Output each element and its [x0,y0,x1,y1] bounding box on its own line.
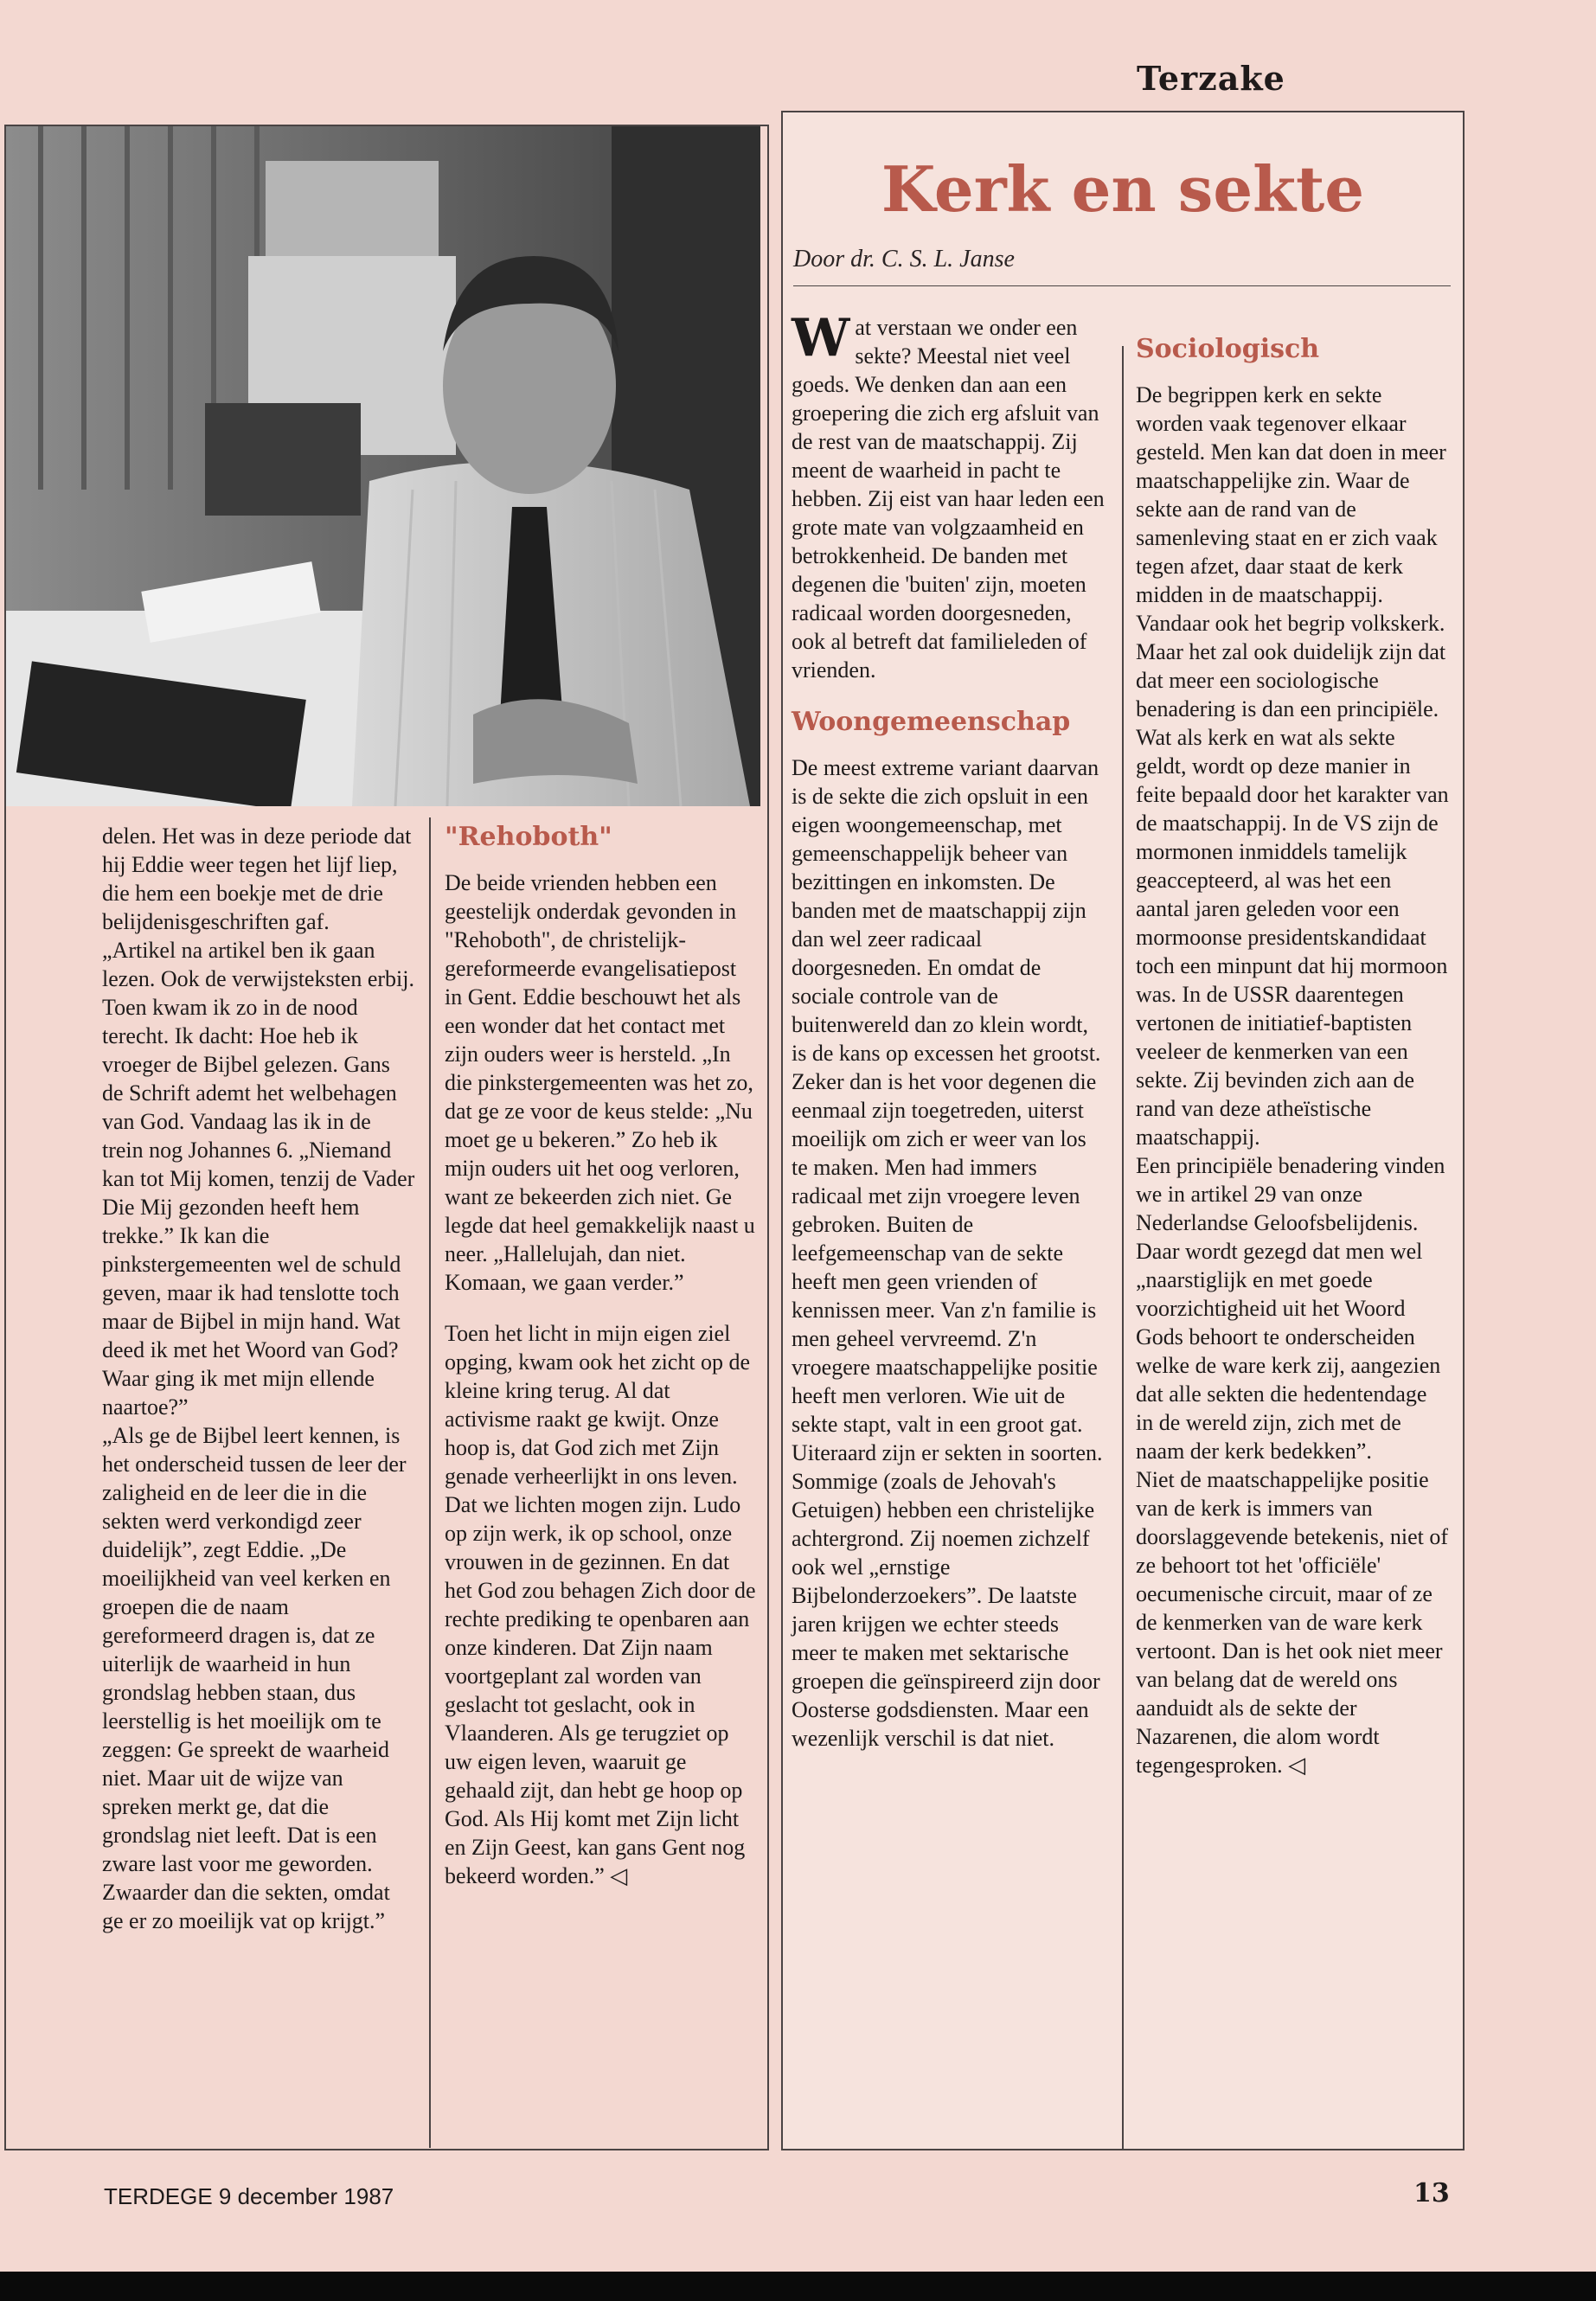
column-divider [429,817,431,2148]
section-header-rule [969,111,1465,112]
paragraph: Toen het licht in mijn eigen ziel opging, kwam ook het zicht op de kleine kring terug. Al dat activisme raakt ge kwijt. Onze hoop is, dat God zich met Zijn genade verheerlijkt in ons leven. Dat we lichten mogen zijn. Ludo op zijn werk, ik op school, onze vrouwen in de gezinnen. En dat het God zou behagen Zich door de rechte prediking te openbaren aan onze kinderen. Dat Zijn naam voortgeplant zal worden van geslacht tot geslacht, ook in Vlaanderen. Als ge terugziet op uw eigen leven, waaruit ge gehaald zijt, dan hebt ge hoop op God. Als Hij komt met Zijn licht en Zijn Geest, kan gans Gent nog bekeerd worden.” ◁ [445,1321,756,1888]
article-headline: Kerk en sekte [881,152,1365,226]
article-byline: Door dr. C. S. L. Janse [793,246,1015,272]
paragraph: De begrippen kerk en sekte worden vaak tegenover elkaar gesteld. Men kan dat doen in meer maatschappelijke zin. Waar de sekte aan de rand van de samenleving staat en er zich vaak tegen afzet, daar staat de kerk midden in de maatschappij. Vandaar ook het begrip volkskerk. [1136,382,1446,636]
portrait-photo-illustration [6,126,760,806]
column-divider [1122,346,1124,2149]
article-photo [6,126,760,806]
paragraph: De beide vrienden hebben een geestelijk onderdak gevonden in "Rehoboth", de christelijk-gereformeerde evangelisatiepost in Gent. Eddie beschouwt het als een wonder dat het contact met zijn ouders weer is hersteld. „In die pinkstergemeenten was het zo, dat ge ze voor de keus stelde: „Nu moet ge u bekeren.” Zo heb ik mijn ouders uit het oog verloren, want ze bekeerden zich niet. Ge legde dat heel gemakkelijk naast u neer. „Hallelujah, dan niet. Komaan, we gaan verder.” [445,870,755,1295]
paragraph: delen. Het was in deze periode dat hij Eddie weer tegen het lijf liep, die hem een boekje met de drie belijdenisgeschriften gaf. [102,824,412,934]
footer-publication: TERDEGE 9 december 1987 [104,2183,394,2209]
paragraph: „Als ge de Bijbel leert kennen, is het onderscheid tussen de leer der zaligheid en de leer die in die sekten werd verkondigd zeer duidelijk”, zegt Eddie. „De moeilijkheid van veel kerken en groepen die de naam gereformeerd dragen is, dat ze uiterlijk de waarheid in hun grondslag hebben staan, dus leerstellig is het moeilijk om te zeggen: Ge spreekt de waarheid niet. Maar uit de wijze van spreken merkt ge, dat die grondslag niet leeft. Dat is een zware last voor me geworden. Zwaarder dan die sekten, omdat ge er zo moeilijk vat op krijgt.” [102,1423,407,1933]
subheading-rehoboth: "Rehoboth" [445,822,612,852]
column-3 [792,308,1105,1753]
section-title: Terzake [1128,59,1294,99]
paragraph: „Artikel na artikel ben ik gaan lezen. Ook de verwijsteksten erbij. Toen kwam ik zo in de nood terecht. Ik dacht: Hoe heb ik vroeger de Bijbel gelezen. Gans de Schrift ademt het welbehagen van God. Vandaag las ik in de trein nog Johannes 6. „Niemand kan tot Mij komen, tenzij de Vader Die Mij gezonden heeft hem trekke.” Ik kan die pinkstergemeenten wel de schuld geven, maar ik had tenslotte toch maar de Bijbel in mijn hand. Wat deed ik met het Woord van God? Waar ging ik met mijn ellende naartoe?” [102,938,415,1420]
column-2 [445,822,758,1890]
column-4 [1136,334,1449,1779]
paragraph: Zeker dan is het voor degenen die eenmaal zijn toegetreden, uiterst moeilijk om zich er weer van los te maken. Men had immers radicaal met zijn vroegere leven gebroken. Buiten de leefgemeenschap van de sekte heeft men geen vrienden of kennissen meer. Van z'n familie is men geheel vervreemd. Z'n vroegere maatschappelijke positie heeft men verloren. Wie uit de sekte stapt, valt in een groot gat. [792,1069,1098,1437]
intro-text: at verstaan we onder een sekte? Meestal niet veel goeds. We denken dan aan een groepering die zich erg afsluit van de rest van de maatschappij. Zij meent de waarheid in pacht te hebben. Zij eist van haar leden een grote mate van volgzaamheid en betrokkenheid. De banden met degenen die 'buiten' zijn, moeten radicaal worden doorgesneden, ook al betreft dat familieleden of vrienden. [792,315,1105,683]
paragraph: Niet de maatschappelijke positie van de kerk is immers van doorslaggevende betekenis, niet of ze behoort tot het 'officiële' oecumenische circuit, maar of ze de kenmerken van de ware kerk vertoont. Dan is het ook niet meer van belang dat de wereld ons aanduidt als de sekte der Nazarenen, die alom wordt tegengesproken. ◁ [1136,1467,1448,1778]
intro-paragraph [792,308,1105,684]
paragraph: Uiteraard zijn er sekten in soorten. Sommige (zoals de Jehovah's Getuigen) hebben een christelijke achtergrond. Zij noemen zichzelf ook wel „ernstige Bijbelonderzoekers”. De laatste jaren krijgen we echter steeds meer te maken met sektarische groepen die geïnspireerd zijn door Oosterse godsdiensten. Maar een wezenlijk verschil is dat niet. [792,1440,1103,1751]
paragraph: Een principiële benadering vinden we in artikel 29 van onze Nederlandse Geloofsbelijdenis. Daar wordt gezegd dat men wel „naarstiglijk en met goede voorzichtigheid uit het Woord Gods behoort te onderscheiden welke de ware kerk zij, aangezien dat alle sekten die hedentendage in de wereld zijn, zich met de naam der kerk bedekken”. [1136,1153,1445,1464]
bottom-band [0,2272,1596,2301]
drop-cap: W [792,308,850,369]
paragraph-gap [792,684,1105,707]
byline-rule [793,285,1451,286]
footer-page-number: 13 [1413,2178,1450,2208]
column-1 [102,822,415,1935]
paragraph-gap [445,1297,758,1319]
paragraph: Maar het zal ook duidelijk zijn dat dat meer een sociologische benadering is dan een principiële. Wat als kerk en wat als sekte geldt, wordt op deze manier in feite bepaald door het karakter van de maatschappij. In de VS zijn de mormonen inmiddels tamelijk geaccepteerd, al was het een aantal jaren geleden voor een mormoonse presidentskandidaat toch een minpunt dat hij mormoon was. In de USSR daarentegen vertonen de initiatief-baptisten veeleer de kenmerken van een sekte. Zij bevinden zich aan de rand van deze atheïstische maatschappij. [1136,639,1449,1150]
subheading-sociologisch: Sociologisch [1136,334,1320,364]
paragraph: De meest extreme variant daarvan is de sekte die zich opsluit in een eigen woongemeenschap, met gemeenschappelijk beheer van bezittingen en inkomsten. De banden met de maatschappij zijn dan wel zeer radicaal doorgesneden. En omdat de sociale controle van de buitenwereld dan zo klein wordt, is de kans op excessen het grootst. [792,755,1101,1066]
subheading-woongemeenschap: Woongemeenschap [792,707,1071,737]
